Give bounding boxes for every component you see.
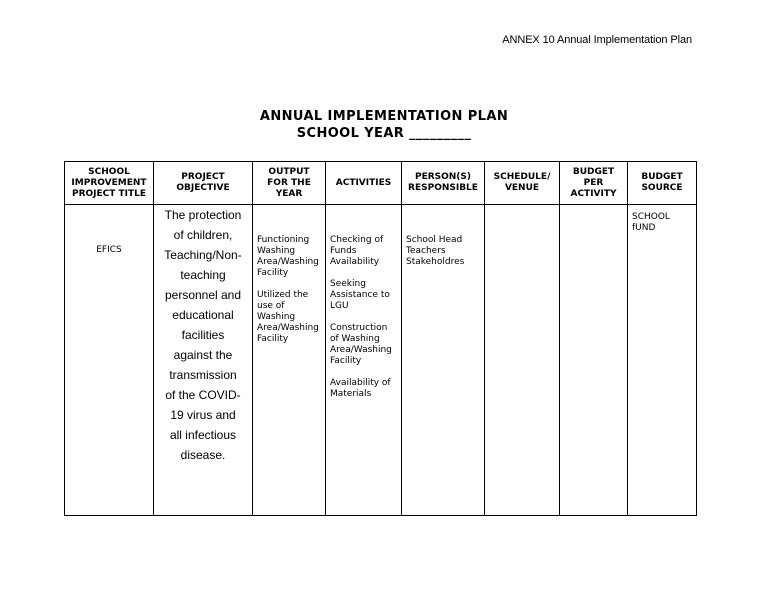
- annex-label: ANNEX 10 Annual Implementation Plan: [502, 34, 692, 46]
- schedule-venue-cell: [485, 205, 560, 516]
- table-header-row: [65, 162, 697, 205]
- column-header: SCHEDULE/ VENUE: [485, 162, 560, 205]
- column-header: OUTPUT FOR THE YEAR: [253, 162, 326, 205]
- activities-cell: [326, 205, 402, 516]
- title-line-2: SCHOOL YEAR _________: [296, 126, 472, 141]
- document-title: [0, 108, 768, 142]
- column-header: SCHOOL IMPROVEMENT PROJECT TITLE: [65, 162, 154, 205]
- output-cell: [253, 205, 326, 516]
- activity-item: Checking of Funds Availability: [330, 235, 384, 267]
- column-header: PERSON(S) RESPONSIBLE: [402, 162, 485, 205]
- output-item: Utilized the use of Washing Area/Washing Facility: [257, 290, 319, 344]
- column-header: BUDGET SOURCE: [628, 162, 697, 205]
- activity-item: Availability of Materials: [330, 378, 391, 399]
- activity-item: Seeking Assistance to LGU: [330, 279, 390, 311]
- table-row: [65, 205, 697, 516]
- column-header: PROJECT OBJECTIVE: [154, 162, 253, 205]
- title-line-1: ANNUAL IMPLEMENTATION PLAN: [259, 109, 509, 124]
- column-header: BUDGET PER ACTIVITY: [560, 162, 628, 205]
- project-objective-cell: The protection of children, Teaching/Non- teaching personnel and educational facilities against the transmission of the COVID- 19 virus and all infectious disease.: [154, 205, 253, 516]
- project-title-cell: EFICS: [65, 205, 154, 516]
- column-header: ACTIVITIES: [326, 162, 402, 205]
- implementation-plan-table: [64, 161, 697, 516]
- budget-per-activity-cell: [560, 205, 628, 516]
- persons-responsible-cell: School Head Teachers Stakeholdres: [402, 205, 485, 516]
- output-item: Functioning Washing Area/Washing Facility: [257, 235, 319, 278]
- activity-item: Construction of Washing Area/Washing Facility: [330, 323, 392, 366]
- budget-source-cell: SCHOOL fUND: [628, 205, 697, 516]
